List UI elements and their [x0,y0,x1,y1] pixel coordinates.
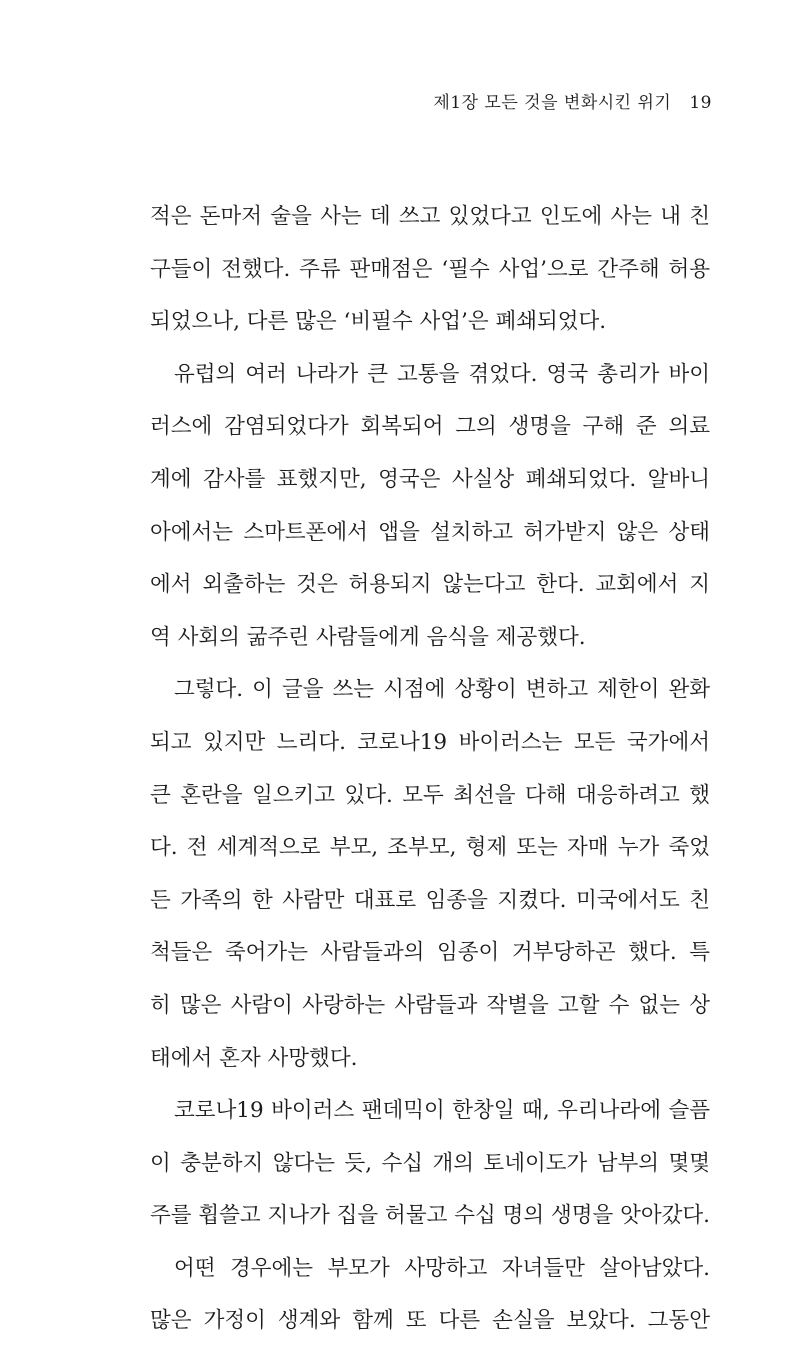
text-line: 척들은 죽어가는 사람들과의 임종이 거부당하곤 했다. 특 [150,940,710,966]
text-line: 계에 감사를 표했지만, 영국은 사실상 폐쇄되었다. 알바니 [150,466,710,492]
page-number: 19 [689,93,712,113]
text-line: 코로나19 바이러스 팬데믹이 한창일 때, 우리나라에 슬픔 [174,1098,710,1124]
text-line: 주를 휩쓸고 지나가 집을 허물고 수십 명의 생명을 앗아갔다. [150,1203,710,1229]
text-line: 히 많은 사람이 사랑하는 사람들과 작별을 고할 수 없는 상 [150,992,710,1018]
text-line: 이 충분하지 않다는 듯, 수십 개의 토네이도가 남부의 몇몇 [150,1150,710,1176]
text-line: 되었으나, 다른 많은 ‘비필수 사업’은 폐쇄되었다. [150,309,607,335]
text-line: 러스에 감염되었다가 회복되어 그의 생명을 구해 준 의료 [150,414,710,440]
text-line: 든 가족의 한 사람만 대표로 임종을 지켰다. 미국에서도 친 [150,887,710,913]
chapter-title: 제1장 모든 것을 변화시킨 위기 [433,93,672,113]
text-line: 그렇다. 이 글을 쓰는 시점에 상황이 변하고 제한이 완화 [174,677,710,703]
text-line: 어떤 경우에는 부모가 사망하고 자녀들만 살아남았다. [174,1255,710,1281]
text-line: 아에서는 스마트폰에서 앱을 설치하고 허가받지 않은 상태 [150,519,710,545]
body-text [150,191,710,1348]
text-line: 태에서 혼자 사망했다. [150,1045,358,1071]
text-line: 되고 있지만 느리다. 코로나19 바이러스는 모든 국가에서 [150,729,710,755]
text-line: 유럽의 여러 나라가 큰 고통을 겪었다. 영국 총리가 바이 [174,361,710,387]
text-line: 큰 혼란을 일으키고 있다. 모두 최선을 다해 대응하려고 했 [150,782,710,808]
text-line: 다. 전 세계적으로 부모, 조부모, 형제 또는 자매 누가 죽었 [150,835,710,861]
text-line: 적은 돈마저 술을 사는 데 쓰고 있었다고 인도에 사는 내 친 [150,204,710,229]
running-head [433,88,712,113]
text-line: 에서 외출하는 것은 허용되지 않는다고 한다. 교회에서 지 [150,572,710,598]
text-line: 구들이 전했다. 주류 판매점은 ‘필수 사업’으로 간주해 허용 [150,256,710,282]
text-line: 역 사회의 굶주린 사람들에게 음식을 제공했다. [150,624,586,650]
text-line: 많은 가정이 생계와 함께 또 다른 손실을 보았다. 그동안 [150,1308,710,1334]
